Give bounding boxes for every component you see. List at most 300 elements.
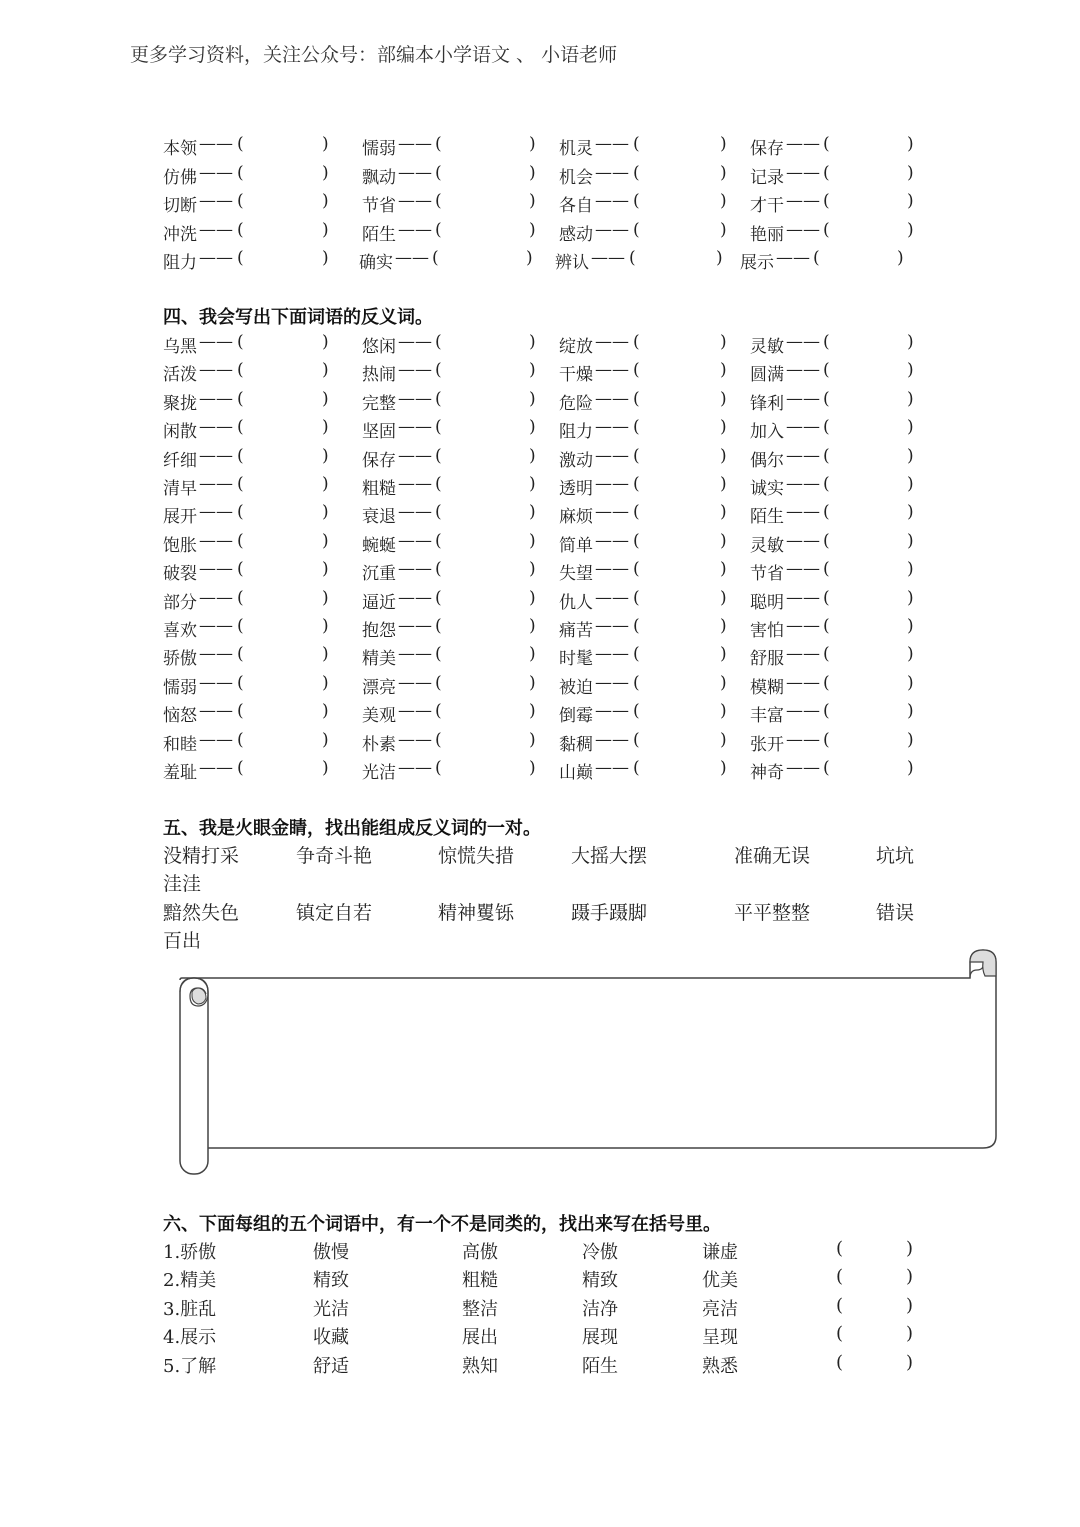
- group-word: 精致: [313, 1270, 349, 1292]
- group-word: 展出: [462, 1327, 498, 1349]
- word-item: 完整: [362, 393, 396, 414]
- answer-blank[interactable]: [443, 134, 525, 156]
- answer-blank[interactable]: [443, 332, 525, 354]
- left-paren: (: [237, 219, 244, 240]
- left-paren: (: [237, 559, 244, 580]
- dash-separator: ——: [398, 388, 432, 409]
- word-item: 张开: [750, 734, 784, 755]
- right-paren: ): [720, 530, 727, 551]
- answer-blank[interactable]: [443, 502, 525, 524]
- left-paren: (: [435, 388, 442, 409]
- answer-blank[interactable]: [641, 673, 716, 695]
- table-row: [0, 644, 1080, 670]
- answer-blank[interactable]: [245, 474, 318, 496]
- phrase-item: 没精打采: [163, 845, 240, 867]
- right-paren: ): [907, 162, 914, 183]
- dash-separator: ——: [786, 616, 820, 636]
- answer-blank[interactable]: [831, 616, 903, 638]
- answer-blank[interactable]: [443, 701, 525, 723]
- dash-separator: ——: [398, 474, 432, 494]
- word-item: 逼近: [362, 592, 396, 613]
- word-item: 陌生: [362, 224, 396, 245]
- word-item: 丰富: [750, 706, 784, 727]
- right-paren: ): [322, 729, 329, 750]
- phrase-item: 黯然失色: [163, 902, 240, 924]
- right-paren: ): [529, 672, 536, 693]
- word-item: 确实: [359, 253, 393, 273]
- left-paren: (: [823, 134, 830, 154]
- answer-blank[interactable]: [831, 332, 903, 354]
- answer-blank[interactable]: [443, 389, 525, 411]
- left-paren: (: [237, 191, 244, 211]
- phrase-item: 错误: [876, 902, 915, 924]
- left-paren: (: [633, 530, 640, 551]
- left-paren: (: [237, 587, 244, 608]
- answer-blank[interactable]: [440, 248, 522, 270]
- answer-blank[interactable]: [641, 417, 716, 439]
- right-paren: ): [716, 248, 723, 268]
- right-paren: ): [322, 162, 329, 183]
- right-paren: ): [720, 729, 727, 750]
- dash-separator: ——: [786, 474, 820, 494]
- group-word: 洁净: [582, 1298, 618, 1320]
- left-paren: (: [432, 248, 439, 268]
- word-item: 简单: [559, 535, 593, 556]
- left-paren: (: [435, 332, 442, 352]
- left-paren: (: [629, 248, 636, 268]
- left-paren: (: [237, 134, 244, 154]
- phrase-item: 精神矍铄: [438, 902, 515, 924]
- left-paren: (: [435, 445, 442, 466]
- left-paren: (: [836, 1266, 844, 1288]
- dash-separator: ——: [398, 360, 432, 381]
- table-row: [0, 389, 1080, 415]
- dash-separator: ——: [595, 474, 629, 494]
- answer-blank[interactable]: [641, 531, 716, 553]
- word-item: 展示: [740, 253, 774, 273]
- answer-blank[interactable]: [245, 163, 318, 185]
- group-word: 陌生: [582, 1355, 618, 1377]
- word-item: 各自: [559, 196, 593, 216]
- right-paren: ): [720, 701, 727, 722]
- answer-blank[interactable]: [641, 730, 716, 752]
- right-paren: ): [907, 672, 914, 693]
- dash-separator: ——: [398, 758, 432, 778]
- right-paren: ): [720, 191, 727, 211]
- right-paren: ): [907, 417, 914, 438]
- table-row: [0, 502, 1080, 528]
- answer-blank[interactable]: [245, 191, 318, 213]
- left-paren: (: [237, 530, 244, 551]
- answer-blank[interactable]: [641, 134, 716, 156]
- right-paren: ): [322, 701, 329, 722]
- answer-blank[interactable]: [245, 360, 318, 382]
- left-paren: (: [435, 219, 442, 240]
- answer-blank[interactable]: [245, 673, 318, 695]
- left-paren: (: [237, 474, 244, 494]
- answer-blank[interactable]: [641, 360, 716, 382]
- word-item: 喜欢: [163, 621, 197, 641]
- answer-blank[interactable]: [245, 446, 318, 468]
- group-word: 粗糙: [462, 1270, 498, 1292]
- left-paren: (: [823, 672, 830, 693]
- answer-blank[interactable]: [641, 502, 716, 524]
- table-row: [0, 474, 1080, 500]
- dash-separator: ——: [595, 360, 629, 381]
- dash-separator: ——: [395, 248, 429, 268]
- answer-blank[interactable]: [443, 673, 525, 695]
- left-paren: (: [435, 587, 442, 608]
- group-word: 谦虚: [702, 1242, 738, 1263]
- left-paren: (: [633, 758, 640, 778]
- answer-blank[interactable]: [443, 417, 525, 439]
- answer-blank[interactable]: [245, 389, 318, 411]
- answer-blank[interactable]: [831, 163, 903, 185]
- answer-blank[interactable]: [641, 220, 716, 242]
- answer-blank[interactable]: [641, 446, 716, 468]
- answer-blank[interactable]: [641, 332, 716, 354]
- word-item: 阻力: [163, 253, 197, 273]
- answer-blank[interactable]: [821, 248, 893, 270]
- dash-separator: ——: [776, 248, 810, 268]
- phrase-item: 蹑手蹑脚: [571, 902, 648, 924]
- answer-blank[interactable]: [641, 588, 716, 610]
- word-item: 飘动: [362, 167, 396, 188]
- dash-separator: ——: [398, 134, 432, 154]
- answer-blank[interactable]: [245, 220, 318, 242]
- answer-blank[interactable]: [846, 1352, 902, 1374]
- word-item: 热闹: [362, 365, 396, 386]
- word-item: 骄傲: [163, 649, 197, 670]
- dash-separator: ——: [595, 616, 629, 636]
- right-paren: ): [322, 360, 329, 381]
- phrase-item: 准确无误: [734, 845, 811, 867]
- right-paren: ): [529, 162, 536, 183]
- right-paren: ): [720, 616, 727, 636]
- answer-blank[interactable]: [245, 248, 318, 270]
- word-item: 本领: [163, 139, 197, 159]
- answer-blank[interactable]: [245, 502, 318, 524]
- answer-blank[interactable]: [831, 673, 903, 695]
- right-paren: ): [322, 417, 329, 438]
- dash-separator: ——: [786, 162, 820, 183]
- table-row: [0, 332, 1080, 358]
- dash-separator: ——: [398, 502, 432, 523]
- left-paren: (: [633, 559, 640, 580]
- answer-blank[interactable]: [245, 644, 318, 666]
- dash-separator: ——: [199, 701, 233, 722]
- word-item: 悠闲: [362, 337, 396, 357]
- word-item: 激动: [559, 450, 593, 471]
- right-paren: ): [907, 332, 914, 352]
- group-word: 亮洁: [702, 1298, 738, 1320]
- answer-blank[interactable]: [831, 502, 903, 524]
- word-item: 偶尔: [750, 450, 784, 471]
- dash-separator: ——: [595, 729, 629, 750]
- answer-blank[interactable]: [831, 644, 903, 666]
- left-paren: (: [435, 191, 442, 211]
- word-item: 机灵: [559, 139, 593, 159]
- word-item: 活泼: [163, 365, 197, 386]
- answer-blank[interactable]: [831, 588, 903, 610]
- left-paren: (: [435, 530, 442, 551]
- word-item: 痛苦: [559, 621, 593, 641]
- answer-blank[interactable]: [245, 134, 318, 156]
- answer-blank[interactable]: [443, 474, 525, 496]
- answer-blank[interactable]: [831, 701, 903, 723]
- left-paren: (: [633, 134, 640, 154]
- table-row: [0, 730, 1080, 756]
- answer-blank[interactable]: [641, 616, 716, 638]
- answer-blank[interactable]: [846, 1323, 902, 1345]
- dash-separator: ——: [786, 644, 820, 665]
- answer-blank[interactable]: [443, 588, 525, 610]
- answer-blank[interactable]: [637, 248, 712, 270]
- answer-blank[interactable]: [846, 1238, 902, 1260]
- word-item: 艳丽: [750, 224, 784, 245]
- phrase-item: 平平整整: [734, 902, 811, 924]
- right-paren: ): [322, 332, 329, 352]
- dash-separator: ——: [398, 332, 432, 352]
- left-paren: (: [237, 332, 244, 352]
- word-item: 麻烦: [559, 507, 593, 528]
- right-paren: ): [529, 616, 536, 636]
- left-paren: (: [823, 332, 830, 352]
- group-word: 收藏: [313, 1327, 349, 1349]
- right-paren: ): [720, 388, 727, 409]
- dash-separator: ——: [398, 701, 432, 722]
- left-paren: (: [435, 134, 442, 154]
- dash-separator: ——: [595, 332, 629, 352]
- dash-separator: ——: [595, 758, 629, 778]
- word-item: 懦弱: [163, 677, 197, 698]
- answer-blank[interactable]: [245, 758, 318, 780]
- word-item: 节省: [362, 196, 396, 216]
- right-paren: ): [322, 219, 329, 240]
- right-paren: ): [907, 559, 914, 580]
- answer-blank[interactable]: [641, 758, 716, 780]
- answer-blank[interactable]: [831, 389, 903, 411]
- answer-blank[interactable]: [846, 1266, 902, 1288]
- answer-blank[interactable]: [245, 730, 318, 752]
- answer-blank[interactable]: [641, 474, 716, 496]
- right-paren: ): [907, 219, 914, 240]
- answer-blank[interactable]: [641, 701, 716, 723]
- answer-blank[interactable]: [641, 163, 716, 185]
- dash-separator: ——: [199, 134, 233, 154]
- right-paren: ): [529, 219, 536, 240]
- group-word: 舒适: [313, 1355, 349, 1377]
- word-item: 清早: [163, 479, 197, 499]
- dash-separator: ——: [595, 417, 629, 438]
- left-paren: (: [237, 248, 244, 268]
- table-row: [0, 248, 1080, 274]
- section4-title: 四、我会写出下面词语的反义词。: [163, 307, 433, 328]
- left-paren: (: [237, 644, 244, 665]
- left-paren: (: [813, 248, 820, 268]
- right-paren: ): [322, 616, 329, 636]
- dash-separator: ——: [398, 616, 432, 636]
- answer-blank[interactable]: [443, 616, 525, 638]
- answer-blank[interactable]: [831, 191, 903, 213]
- left-paren: (: [633, 672, 640, 693]
- right-paren: ): [907, 134, 914, 154]
- scroll-answer-box[interactable]: [170, 948, 1006, 1180]
- left-paren: (: [633, 644, 640, 665]
- right-paren: ): [907, 502, 914, 523]
- dash-separator: ——: [199, 758, 233, 778]
- table-row: [0, 220, 1080, 246]
- table-row: [0, 446, 1080, 472]
- answer-blank[interactable]: [443, 220, 525, 242]
- right-paren: ): [907, 445, 914, 466]
- dash-separator: ——: [786, 587, 820, 608]
- answer-blank[interactable]: [245, 616, 318, 638]
- word-item: 舒服: [750, 649, 784, 670]
- word-item: 辨认: [555, 253, 589, 273]
- word-item: 美观: [362, 706, 396, 727]
- word-item: 干燥: [559, 365, 593, 386]
- answer-blank[interactable]: [443, 559, 525, 581]
- group-first-word: 2.精美: [163, 1270, 217, 1292]
- dash-separator: ——: [398, 445, 432, 466]
- right-paren: ): [322, 248, 329, 268]
- left-paren: (: [823, 502, 830, 523]
- right-paren: ): [907, 191, 914, 211]
- word-item: 诚实: [750, 479, 784, 499]
- answer-blank[interactable]: [831, 474, 903, 496]
- left-paren: (: [237, 445, 244, 466]
- right-paren: ): [907, 644, 914, 665]
- left-paren: (: [237, 162, 244, 183]
- word-item: 透明: [559, 479, 593, 499]
- dash-separator: ——: [199, 474, 233, 494]
- right-paren: ): [322, 672, 329, 693]
- left-paren: (: [435, 502, 442, 523]
- right-paren: ): [529, 559, 536, 580]
- answer-blank[interactable]: [641, 191, 716, 213]
- word-item: 部分: [163, 592, 197, 613]
- dash-separator: ——: [199, 445, 233, 466]
- dash-separator: ——: [398, 644, 432, 665]
- right-paren: ): [529, 701, 536, 722]
- left-paren: (: [633, 219, 640, 240]
- left-paren: (: [633, 332, 640, 352]
- left-paren: (: [823, 758, 830, 778]
- answer-blank[interactable]: [831, 220, 903, 242]
- dash-separator: ——: [199, 587, 233, 608]
- left-paren: (: [435, 417, 442, 438]
- answer-blank[interactable]: [831, 417, 903, 439]
- answer-blank[interactable]: [846, 1295, 902, 1317]
- right-paren: ): [907, 388, 914, 409]
- dash-separator: ——: [595, 587, 629, 608]
- answer-blank[interactable]: [245, 701, 318, 723]
- right-paren: ): [907, 729, 914, 750]
- answer-blank[interactable]: [443, 360, 525, 382]
- answer-blank[interactable]: [245, 559, 318, 581]
- answer-blank[interactable]: [831, 446, 903, 468]
- word-item: 黏稠: [559, 734, 593, 755]
- answer-blank[interactable]: [443, 446, 525, 468]
- word-item: 失望: [559, 564, 593, 585]
- left-paren: (: [633, 701, 640, 722]
- answer-blank[interactable]: [245, 588, 318, 610]
- dash-separator: ——: [786, 332, 820, 352]
- answer-blank[interactable]: [245, 417, 318, 439]
- dash-separator: ——: [398, 530, 432, 551]
- section6-title: 六、下面每组的五个词语中，有一个不是同类的，找出来写在括号里。: [163, 1214, 721, 1235]
- right-paren: ): [720, 587, 727, 608]
- dash-separator: ——: [398, 219, 432, 240]
- table-row: [0, 163, 1080, 189]
- right-paren: ): [322, 644, 329, 665]
- dash-separator: ——: [595, 644, 629, 665]
- left-paren: (: [633, 360, 640, 381]
- right-paren: ): [897, 248, 904, 268]
- left-paren: (: [836, 1294, 844, 1316]
- dash-separator: ——: [199, 162, 233, 183]
- answer-blank[interactable]: [641, 644, 716, 666]
- answer-blank[interactable]: [831, 531, 903, 553]
- answer-blank[interactable]: [831, 559, 903, 581]
- left-paren: (: [823, 644, 830, 665]
- table-row: [0, 134, 1080, 160]
- answer-blank[interactable]: [245, 531, 318, 553]
- left-paren: (: [823, 474, 830, 494]
- group-word: 精致: [582, 1270, 618, 1292]
- left-paren: (: [237, 388, 244, 409]
- left-paren: (: [823, 417, 830, 438]
- answer-blank[interactable]: [443, 163, 525, 185]
- right-paren: ): [720, 417, 727, 438]
- answer-blank[interactable]: [641, 559, 716, 581]
- right-paren: ): [720, 219, 727, 240]
- left-paren: (: [435, 644, 442, 665]
- answer-blank[interactable]: [443, 644, 525, 666]
- right-paren: ): [322, 474, 329, 494]
- left-paren: (: [435, 360, 442, 381]
- word-item: 饱胀: [163, 535, 197, 556]
- word-item: 聪明: [750, 592, 784, 613]
- answer-blank[interactable]: [443, 758, 525, 780]
- answer-blank[interactable]: [831, 758, 903, 780]
- answer-blank[interactable]: [831, 134, 903, 156]
- answer-blank[interactable]: [245, 332, 318, 354]
- answer-blank[interactable]: [831, 360, 903, 382]
- answer-blank[interactable]: [443, 531, 525, 553]
- left-paren: (: [823, 162, 830, 183]
- dash-separator: ——: [199, 616, 233, 636]
- answer-blank[interactable]: [443, 730, 525, 752]
- word-item: 保存: [362, 450, 396, 471]
- word-item: 抱怨: [362, 621, 396, 641]
- dash-separator: ——: [786, 559, 820, 580]
- word-item: 冲洗: [163, 224, 197, 245]
- word-item: 衰退: [362, 507, 396, 528]
- right-paren: ): [906, 1266, 914, 1288]
- answer-blank[interactable]: [443, 191, 525, 213]
- answer-blank[interactable]: [641, 389, 716, 411]
- right-paren: ): [529, 445, 536, 466]
- left-paren: (: [633, 191, 640, 211]
- word-item: 被迫: [559, 677, 593, 698]
- dash-separator: ——: [786, 360, 820, 381]
- right-paren: ): [529, 729, 536, 750]
- word-item: 锋利: [750, 393, 784, 414]
- dash-separator: ——: [199, 332, 233, 352]
- answer-blank[interactable]: [831, 730, 903, 752]
